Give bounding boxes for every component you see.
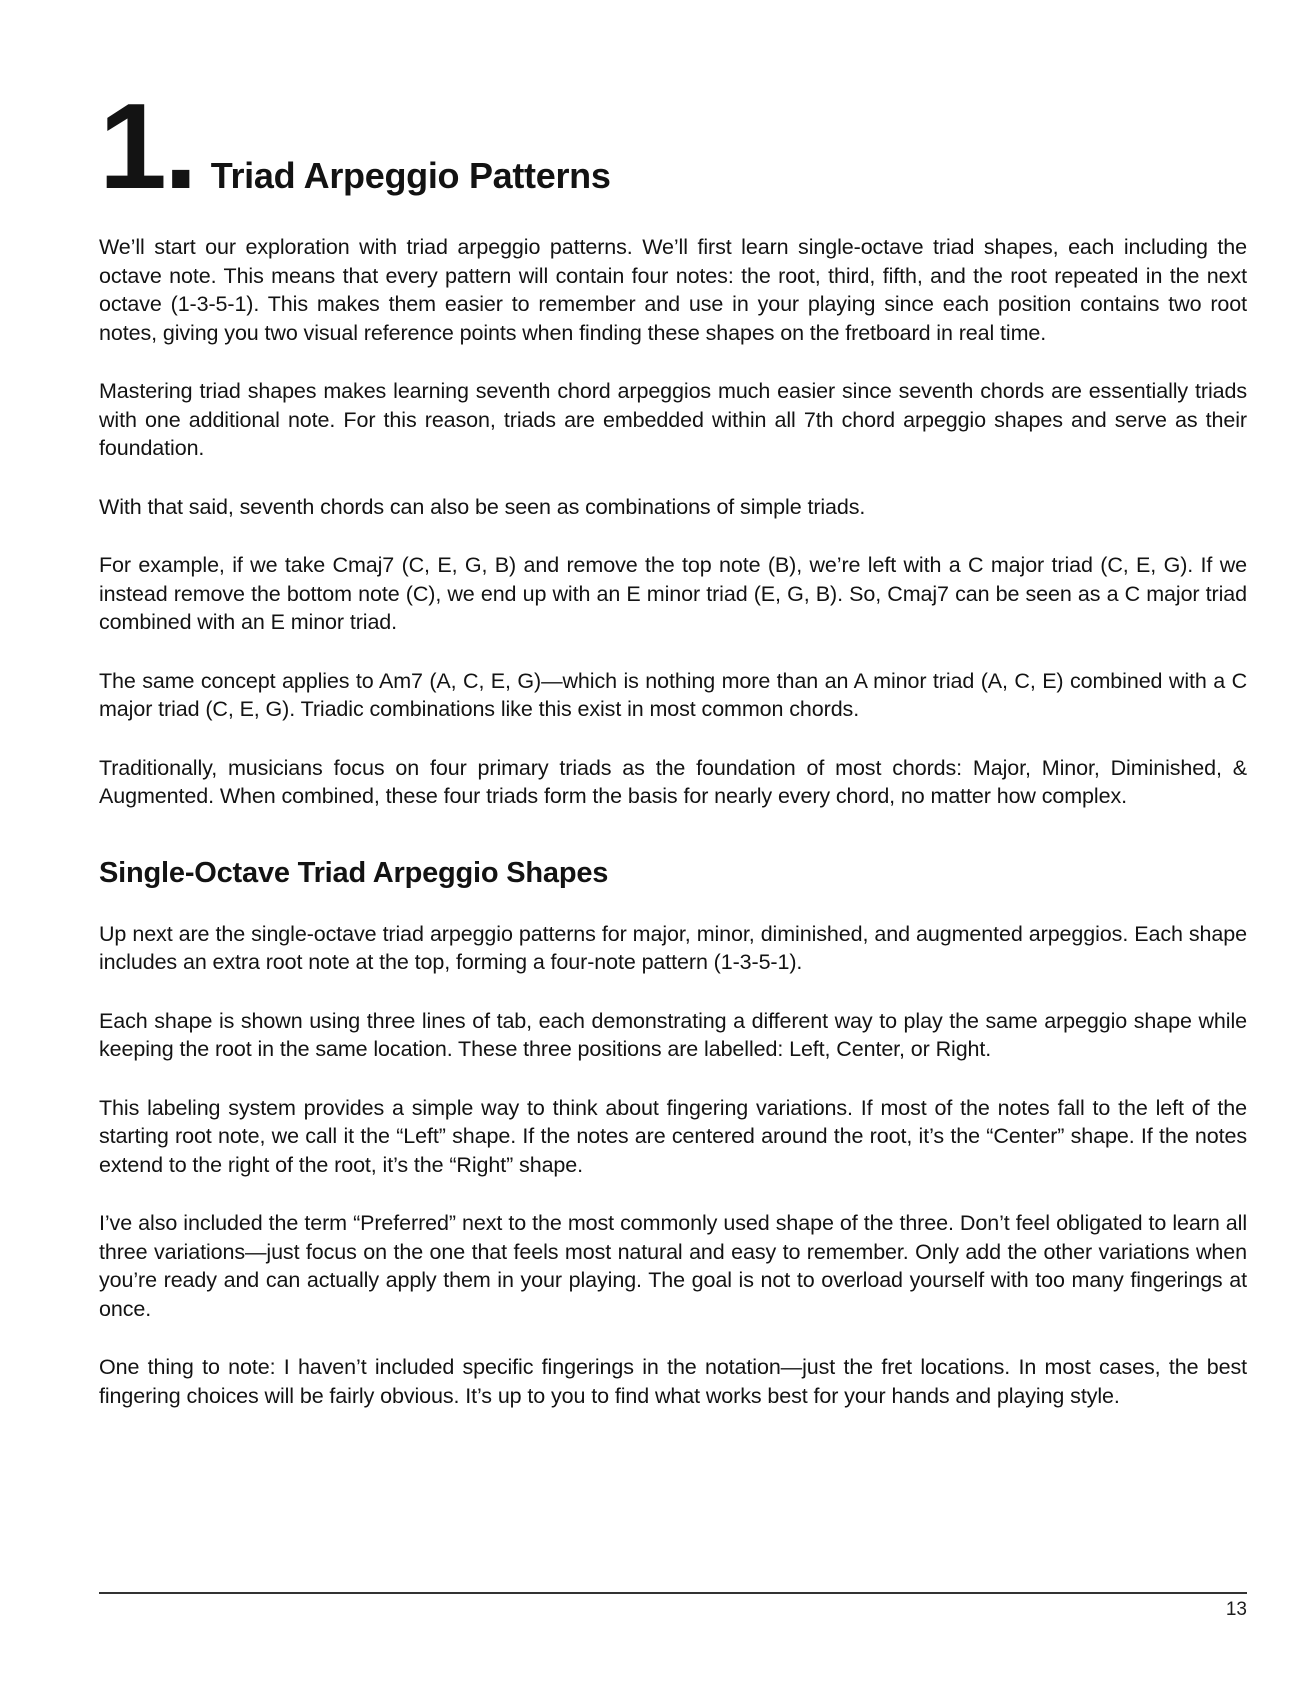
chapter-title: Triad Arpeggio Patterns — [210, 155, 611, 196]
page-footer — [99, 1592, 1247, 1621]
intro-paragraph-2: Mastering triad shapes makes learning seventh chord arpeggios much easier since seventh chords are essentially triads with one additional note. For this reason, triads are embedded within all 7th chord arpeggio shapes and serve as their foundation. — [99, 379, 1247, 460]
footer-divider — [99, 1592, 1247, 1594]
section-paragraph-5: One thing to note: I haven’t included specific fingerings in the notation—just the fret locations. In most cases, the best fingering choices will be fairly obvious. It’s up to you to find what works best for your hands and playing style. — [99, 1355, 1247, 1408]
intro-paragraph-3: With that said, seventh chords can also be seen as combinations of simple triads. — [99, 494, 866, 519]
intro-paragraph-6: Traditionally, musicians focus on four primary triads as the foundation of most chords: Major, Minor, Diminished, & Augmented. When combined, these four triads form the basis for nearly every chord, no matter how complex. — [99, 755, 1247, 808]
chapter-header — [99, 78, 1247, 214]
section-paragraph-3: This labeling system provides a simple way to think about fingering variations. If most of the notes fall to the left of the starting root note, we call it the “Left” shape. If the notes are centered around the root, it’s the “Center” shape. If the notes extend to the right of the root, it’s the “Right” shape. — [99, 1095, 1247, 1177]
page-number: 13 — [1225, 1599, 1247, 1620]
section-paragraph-2: Each shape is shown using three lines of tab, each demonstrating a different way to play the same arpeggio shape while keeping the root in the same location. These three positions are labelled: Left, Center, or Right. — [99, 1008, 1247, 1061]
page-content — [99, 0, 1247, 1410]
section-paragraph-1: Up next are the single-octave triad arpeggio patterns for major, minor, diminished, and augmented arpeggios. Each shape includes an extra root note at the top, forming a four-note pattern (1-3-5-1). — [99, 921, 1247, 974]
intro-paragraph-5: The same concept applies to Am7 (A, C, E, G)—which is nothing more than an A minor triad (A, C, E) combined with a C major triad (C, E, G). Triadic combinations like this exist in most common chords. — [99, 668, 1247, 721]
section-paragraph-4: I’ve also included the term “Preferred” next to the most commonly used shape of the three. Don’t feel obligated to learn all three variations—just focus on the one that feels most natural and easy to remember. Only add the other variations when you’re ready and can actually apply them in your playing. The goal is not to overload yourself with too many fingerings at once. — [99, 1211, 1247, 1321]
intro-paragraph-4: For example, if we take Cmaj7 (C, E, G, B) and remove the top note (B), we’re left with a C major triad (C, E, G). If we instead remove the bottom note (C), we end up with an E minor triad (E, G, B). So, Cmaj7 can be seen as a C major triad combined with an E minor triad. — [99, 553, 1247, 634]
chapter-number: 1. — [99, 78, 195, 214]
section-heading: Single-Octave Triad Arpeggio Shapes — [99, 856, 609, 889]
intro-paragraph-1: We’ll start our exploration with triad arpeggio patterns. We’ll first learn single-octave triad shapes, each including the octave note. This means that every pattern will contain four notes: the root, third, fifth, and the root repeated in the next octave (1-3-5-1). This makes them easier to remember and use in your playing since each position contains two root notes, giving you two visual reference points when finding these shapes on the fretboard in real time. — [99, 235, 1247, 345]
